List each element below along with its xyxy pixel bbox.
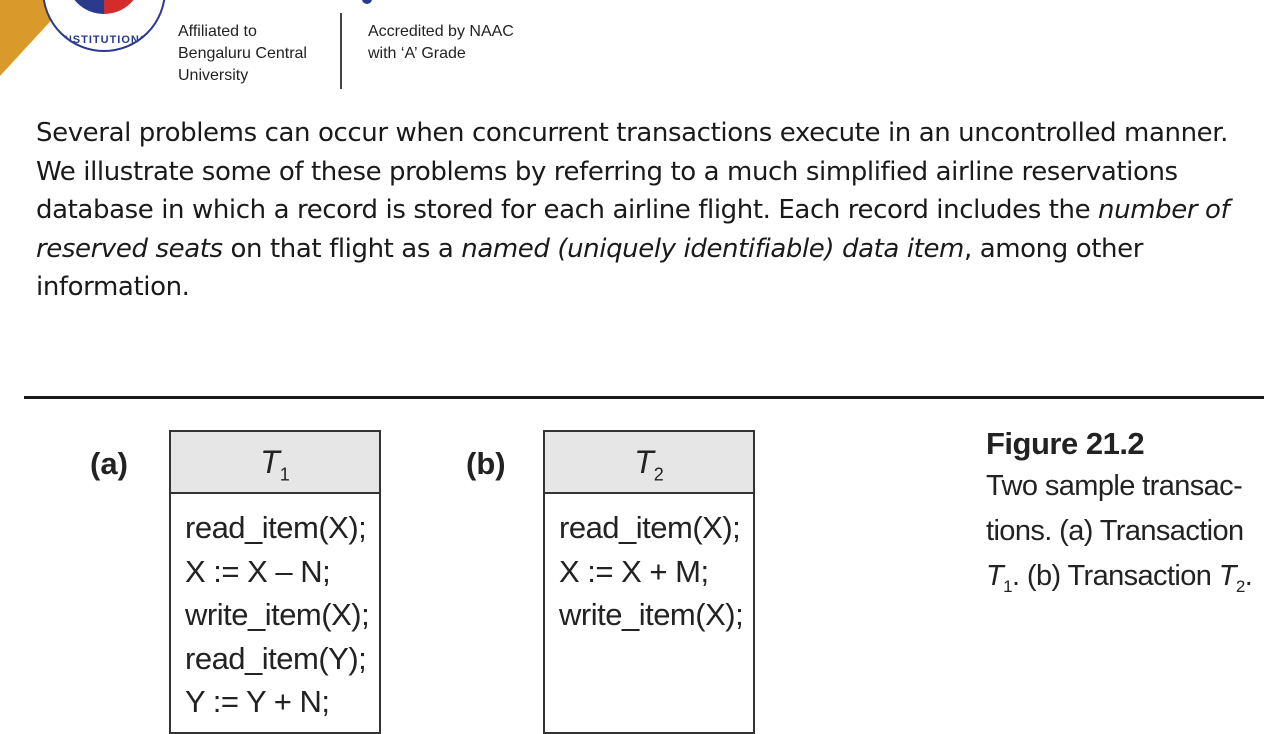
transaction-step: write_item(X); — [185, 597, 370, 632]
seal-text: INSTITUTIONS — [59, 34, 149, 46]
affiliation-text — [178, 21, 328, 87]
caption-text: . — [1244, 560, 1253, 592]
accreditation-line: with ‘A’ Grade — [368, 45, 466, 62]
seal-shield — [66, 0, 142, 14]
affiliation-line: University — [178, 67, 249, 84]
transaction-name: T — [634, 444, 654, 480]
transaction-step: X := X – N; — [185, 553, 331, 589]
accreditation-line: Accredited by NAAC — [368, 23, 514, 40]
header-divider — [340, 13, 342, 89]
transaction-step: Y := Y + N; — [185, 684, 330, 719]
caption-line: Two sample transac- — [986, 470, 1243, 502]
transaction-t1-box — [169, 430, 381, 734]
caption-symbol: T — [986, 560, 1004, 592]
institution-seal-logo — [42, 0, 166, 52]
transaction-step: read_item(X); — [559, 510, 741, 545]
transaction-t2-box — [543, 430, 755, 734]
caption-subscript: 2 — [1235, 576, 1245, 596]
figure-caption — [986, 424, 1276, 609]
body-text: on that flight as a — [222, 233, 462, 264]
body-text: Several problems can occur when concurrent transactions execute in an uncontrolled manner. We illustrate some of these problems by referring to a much simplified airline reservations database in which a record is stored for each airline flight. Each record includes the — [36, 118, 1229, 225]
body-emphasis: number of reserved seats — [36, 195, 1230, 264]
caption-line — [986, 554, 1276, 609]
logo-fragment — [362, 0, 372, 4]
transaction-subscript: 1 — [279, 464, 290, 485]
caption-text: . (b) Transaction — [1011, 560, 1219, 592]
figure-label-a: (a) — [90, 446, 128, 481]
transaction-step: read_item(X); — [185, 510, 367, 545]
transaction-name: T — [260, 444, 280, 480]
caption-symbol: T — [1218, 560, 1236, 592]
figure-caption-title: Figure 21.2 — [986, 426, 1145, 461]
figure-caption-body — [986, 464, 1276, 609]
transaction-t1-header — [171, 432, 379, 494]
transaction-t2-header — [545, 432, 753, 494]
transaction-t2-steps — [545, 494, 753, 637]
transaction-step: write_item(X); — [559, 597, 744, 632]
caption-subscript: 1 — [1003, 576, 1012, 596]
body-paragraph — [36, 114, 1251, 307]
transaction-subscript: 2 — [653, 464, 664, 485]
body-emphasis: named (uniquely identifiable) data item — [461, 233, 964, 264]
figure-label-b: (b) — [466, 446, 506, 481]
transaction-step: read_item(Y); — [185, 640, 367, 676]
figure-top-rule — [24, 396, 1264, 399]
accreditation-text — [368, 21, 568, 65]
body-text: , among other information. — [36, 233, 1143, 302]
affiliation-line: Affiliated to — [178, 23, 257, 40]
caption-line: tions. (a) Transaction — [986, 515, 1244, 547]
transaction-step: X := X + M; — [559, 553, 709, 589]
transaction-t1-steps — [171, 494, 379, 724]
affiliation-line: Bengaluru Central — [178, 45, 307, 62]
